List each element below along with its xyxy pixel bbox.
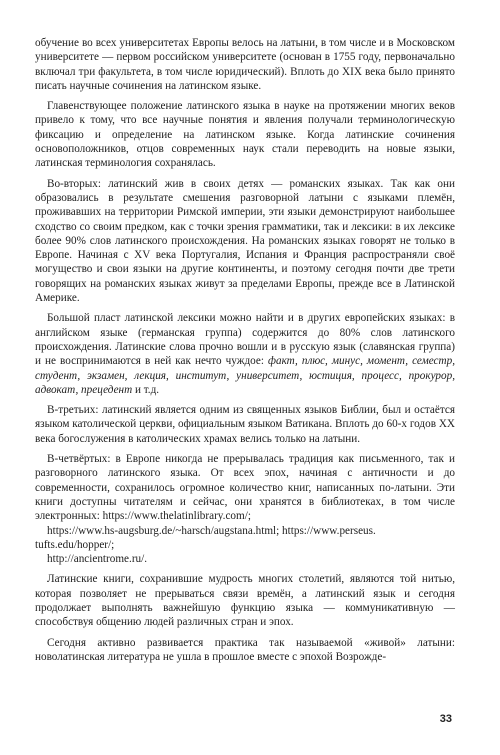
url-line: http://ancientrome.ru/. — [47, 553, 148, 566]
paragraph-living-latin: Сегодня активно развивается практика так называемой «живой» латыни: новолатинская литература не ушла в прошлое вместе с эпохой Возрожде- — [35, 636, 455, 663]
paragraph-church-latin: В-третьих: латинский является одним из священных языков Библии, был и остаётся языком католической церкви, официальным языком Ватикана. Вплоть до 60-х годов XX века богослужения в католических храмах велись только на латыни. — [35, 404, 455, 445]
vocabulary-text-before: Большой пласт латинской лексики можно найти и в других европейских языках: в английском языке (германская группа) содержится до 80% слов латинского происхождения. Латинские слова прочно вошли и в русскую язык (славянская группа) и не воспринимаются в ней как нечто чуждое: — [35, 312, 455, 368]
paragraph-romance-languages: Во-вторых: латинский жив в своих детях — романских языках. Так как они образовались в результате смешения разговорной латыни с языками племён, проживавших на территории Римской империи, эти языки демонстрируют наибольшее сходство со своим предком, как с точки зрения грамматики, так и лексики: в их лексике более 90% слов латинского происхождения. На романских языках говорят не только в Европе. Начиная с XV века Португалия, Испания и Франция распространяли своё могущество и свои языки на другие континенты, и поэтому сегодня почти две трети говорящих на романских языках живут за пределами Европы, прежде все в Латинской Америке. — [35, 177, 455, 305]
paragraph-university-latin: обучение во всех университетах Европы велось на латыни, в том числе и в Московском университете — первом российском университете (основан в 1755 году, первоначально включал три факультета, в том числе юридический). Вплоть до XIX века было принято писать научные сочинения на латинском языке. — [35, 37, 455, 92]
url-list — [35, 524, 455, 567]
url-line: https://www.hs-augsburg.de/~harsch/augstana.html; https://www.perseus. — [47, 524, 376, 537]
page-number: 33 — [439, 713, 452, 725]
paragraph-latin-vocabulary — [35, 311, 455, 397]
latin-terms-list: факт, плюс, минус, момент, семестр, студент, экзамен, лекция, институт, университет, юстиция, процесс, прокурор, адвокат, прецедент — [35, 355, 455, 396]
paragraph-latin-books: Латинские книги, сохранившие мудрость многих столетий, являются той нитью, которая позволяет не прерываться связи времён, а латинский язык и сегодня продолжает выполнять важнейшую функцию языка — коммуникативную — способствуя общению людей различных стран и эпох. — [35, 573, 455, 629]
paragraph-written-tradition: В-четвёртых: в Европе никогда не прерывалась традиция как письменного, так и разговорного латинского языка. От всех эпох, начиная с античности и до современности, сохранилось огромное количество книг, написанных по-латыни. Эти книги доступны читателям и сейчас, они хранятся в библиотеках, в том числе электронных: https://www.thelatinlibrary.com/; — [35, 453, 455, 523]
page-body — [35, 36, 455, 670]
paragraph-scientific-terminology: Главенствующее положение латинского языка в науке на протяжении многих веков привело к тому, что все научные понятия и явления получали терминологическую фиксацию и определение на латинском языке. Когда латинские сочинения основоположников, отцов современных наук стали переводить на новые языки, латинская терминология сохранялась. — [35, 100, 455, 170]
url-line: tufts.edu/hopper/; — [35, 538, 115, 551]
vocabulary-text-after: и т.д. — [132, 383, 160, 396]
